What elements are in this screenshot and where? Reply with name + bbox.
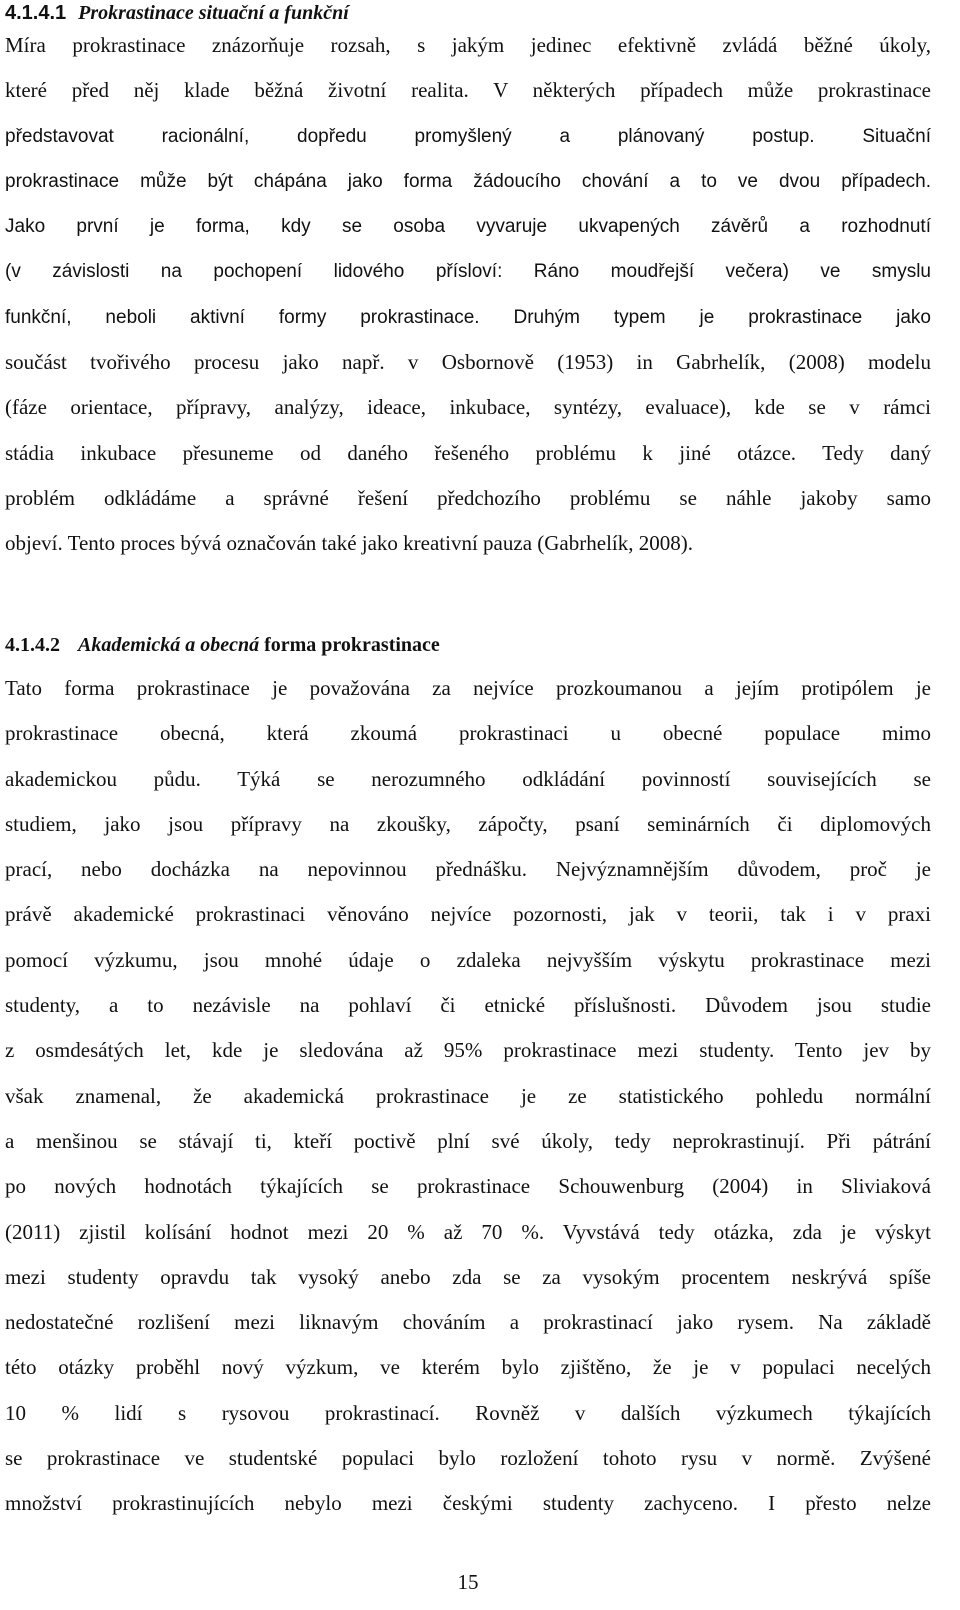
text-line: Tato forma prokrastinace je považována za nejvíce prozkoumanou a jejím protipólem je — [5, 676, 931, 700]
text-line: však znamenal, že akademická prokrastinace je ze statistického pohledu normální — [5, 1083, 931, 1108]
text-line: akademickou půdu. Týká se nerozumného odkládání povinností souvisejících se — [5, 766, 931, 791]
text-line: množství prokrastinujících nebylo mezi českými studenty zachyceno. I přesto nelze — [5, 1491, 931, 1516]
text-line: po nových hodnotách týkajících se prokrastinace Schouwenburg (2004) in Sliviaková — [5, 1174, 931, 1199]
text-line: které před něj klade běžná životní realita. V některých případech může prokrastinace — [5, 78, 931, 103]
section-1-paragraph — [5, 23, 931, 567]
text-line: prací, nebo docházka na nepovinnou přednášku. Nejvýznamnějším důvodem, proč je — [5, 857, 931, 882]
text-line: 10 % lidí s rysovou prokrastinací. Rovněž v dalších výzkumech týkajících — [5, 1400, 931, 1425]
text-line: představovat racionální, dopředu promyšlený a plánovaný postup. Situační — [5, 125, 931, 147]
section-title-italic: Akademická a obecná — [78, 634, 260, 656]
section-2-paragraph — [5, 666, 931, 1527]
text-line: součást tvořivého procesu jako např. v Osbornově (1953) in Gabrhelík, (2008) modelu — [5, 350, 931, 375]
text-line: (fáze orientace, přípravy, analýzy, ideace, inkubace, syntézy, evaluace), kde se v rámci — [5, 395, 931, 420]
section-title-rest: forma prokrastinace — [264, 634, 440, 656]
text-line: problém odkládáme a správné řešení předchozího problému se náhle jakoby samo — [5, 485, 931, 510]
text-line: z osmdesátých let, kde je sledována až 95% prokrastinace mezi studenty. Tento jev by — [5, 1038, 931, 1063]
text-line: funkční, neboli aktivní formy prokrastinace. Druhým typem je prokrastinace jako — [5, 306, 931, 328]
text-line: stádia inkubace přesuneme od daného řešeného problému k jiné otázce. Tedy daný — [5, 440, 931, 465]
text-line: studenty, a to nezávisle na pohlaví či etnické příslušnosti. Důvodem jsou studie — [5, 993, 931, 1018]
text-line: a menšinou se stávají ti, kteří poctivě plní své úkoly, tedy neprokrastinují. Při pátrání — [5, 1128, 931, 1153]
text-line: nedostatečné rozlišení mezi liknavým chováním a prokrastinací jako rysem. Na základě — [5, 1310, 931, 1335]
text-line: právě akademické prokrastinaci věnováno nejvíce pozornosti, jak v teorii, tak i v praxi — [5, 902, 931, 927]
text-line: mezi studenty opravdu tak vysoký anebo zda se za vysokým procentem neskrývá spíše — [5, 1264, 931, 1289]
text-line: pomocí výzkumu, jsou mnohé údaje o zdaleka nejvyšším výskytu prokrastinace mezi — [5, 947, 931, 972]
section-title: Prokrastinace situační a funkční — [78, 2, 349, 24]
text-line: prokrastinace může být chápána jako forma žádoucího chování a to ve dvou případech. — [5, 170, 931, 192]
page-number: 15 — [457, 1570, 479, 1594]
text-line: objeví. Tento proces bývá označován také jako kreativní pauza (Gabrhelík, 2008). — [5, 531, 693, 556]
text-line: Jako první je forma, kdy se osoba vyvaruje ukvapených závěrů a rozhodnutí — [5, 216, 931, 238]
text-line: se prokrastinace ve studentské populaci bylo rozložení tohoto rysu v normě. Zvýšené — [5, 1446, 931, 1471]
section-heading-4-1-4-2 — [5, 632, 440, 658]
section-number: 4.1.4.1 — [5, 2, 67, 24]
text-line: studiem, jako jsou přípravy na zkoušky, zápočty, psaní seminárních či diplomových — [5, 811, 931, 836]
text-line: prokrastinace obecná, která zkoumá prokrastinaci u obecné populace mimo — [5, 721, 931, 746]
text-line: (2011) zjistil kolísání hodnot mezi 20 % až 70 %. Vyvstává tedy otázka, zda je výskyt — [5, 1219, 931, 1244]
text-line: (v závislosti na pochopení lidového přísloví: Ráno moudřejší večera) ve smyslu — [5, 261, 931, 283]
section-number: 4.1.4.2 — [5, 634, 60, 656]
text-line: této otázky proběhl nový výzkum, ve kterém bylo zjištěno, že je v populaci necelých — [5, 1355, 931, 1380]
text-line: Míra prokrastinace znázorňuje rozsah, s jakým jedinec efektivně zvládá běžné úkoly, — [5, 33, 931, 57]
